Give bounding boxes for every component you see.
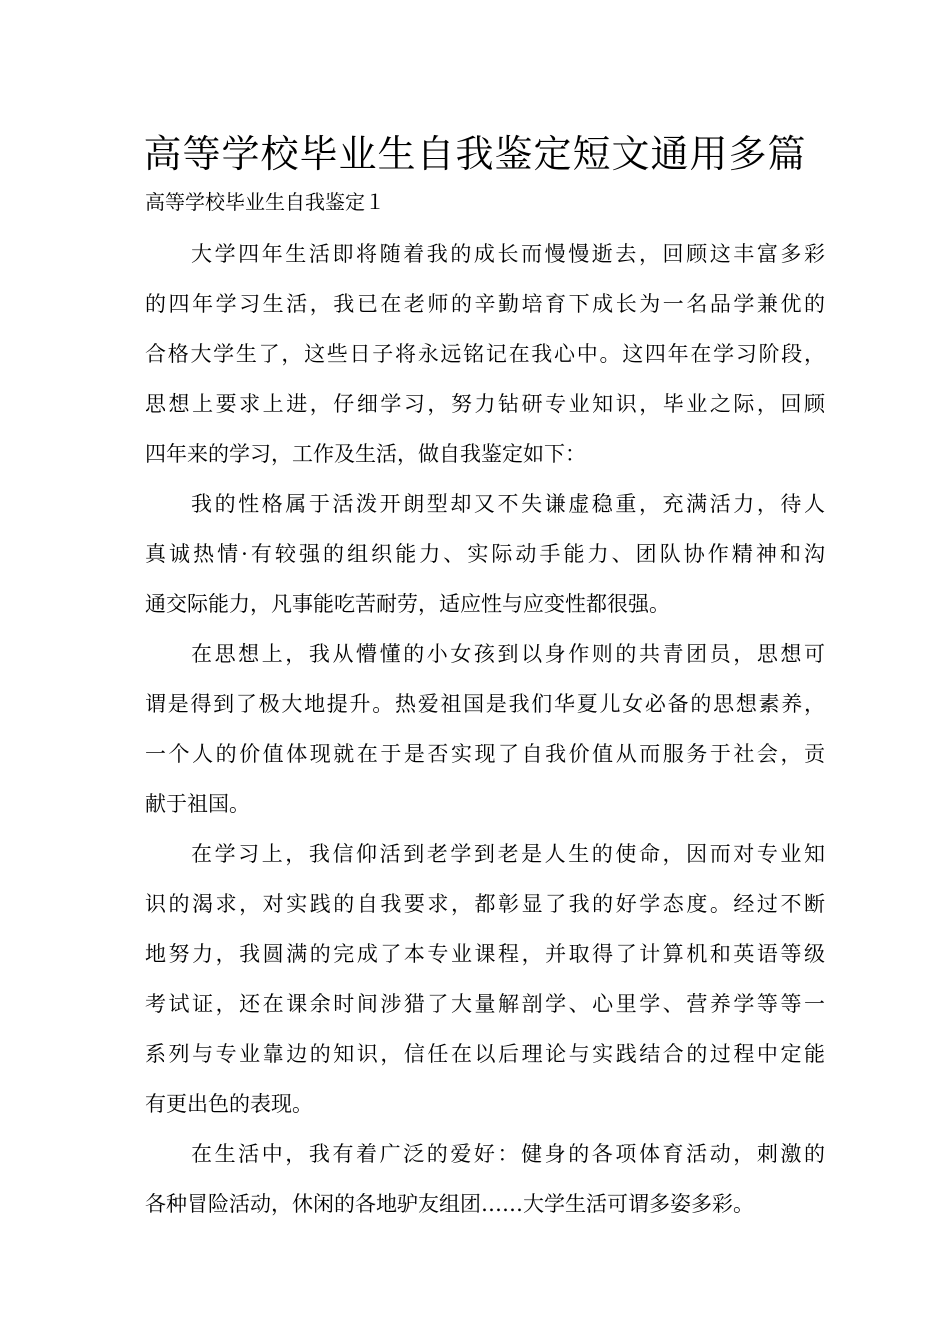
document-body: [145, 229, 825, 1229]
section-heading: 高等学校毕业生自我鉴定１: [145, 190, 385, 214]
text-line: 一个人的价值体现就在于是否实现了自我价值从而服务于社会，贡: [145, 742, 825, 766]
paragraph-4: [145, 829, 825, 1129]
text-line: 的四年学习生活，我已在老师的辛勤培育下成长为一名品学兼优的: [145, 292, 825, 316]
text-line: 大学四年生活即将随着我的成长而慢慢逝去，回顾这丰富多彩: [191, 242, 825, 266]
text-line: 有更出色的表现。: [145, 1092, 313, 1116]
text-line: 地努力，我圆满的完成了本专业课程，并取得了计算机和英语等级: [145, 942, 825, 966]
text-line: 谓是得到了极大地提升。热爱祖国是我们华夏儿女必备的思想素养，: [145, 692, 825, 716]
text-line: 我的性格属于活泼开朗型却又不失谦虚稳重，充满活力，待人: [191, 492, 825, 516]
text-line: 在思想上，我从懵懂的小女孩到以身作则的共青团员，思想可: [191, 642, 825, 666]
text-line: 考试证，还在课余时间涉猎了大量解剖学、心里学、营养学等等一: [145, 992, 825, 1016]
paragraph-2: [145, 479, 825, 629]
document-title: 高等学校毕业生自我鉴定短文通用多篇: [143, 132, 807, 176]
text-line: 系列与专业靠边的知识，信任在以后理论与实践结合的过程中定能: [145, 1042, 825, 1066]
text-line: 在学习上，我信仰活到老学到老是人生的使命，因而对专业知: [191, 842, 825, 866]
text-line: 四年来的学习，工作及生活，做自我鉴定如下：: [145, 442, 586, 466]
paragraph-3: [145, 629, 825, 829]
text-line: 在生活中，我有着广泛的爱好：健身的各项体育活动，刺激的: [191, 1142, 825, 1166]
text-line: 真诚热情·有较强的组织能力、实际动手能力、团队协作精神和沟: [145, 542, 825, 566]
text-line: 思想上要求上进，仔细学习，努力钻研专业知识，毕业之际，回顾: [145, 392, 825, 416]
paragraph-1: [145, 229, 825, 479]
text-line: 通交际能力，凡事能吃苦耐劳，适应性与应变性都很强。: [145, 592, 670, 616]
text-line: 各种冒险活动，休闲的各地驴友组团……大学生活可谓多姿多彩。: [145, 1192, 754, 1216]
text-line: 识的渴求，对实践的自我要求，都彰显了我的好学态度。经过不断: [145, 892, 825, 916]
text-line: 献于祖国。: [145, 792, 250, 816]
paragraph-5: [145, 1129, 825, 1229]
text-line: 合格大学生了，这些日子将永远铭记在我心中。这四年在学习阶段，: [145, 342, 825, 366]
